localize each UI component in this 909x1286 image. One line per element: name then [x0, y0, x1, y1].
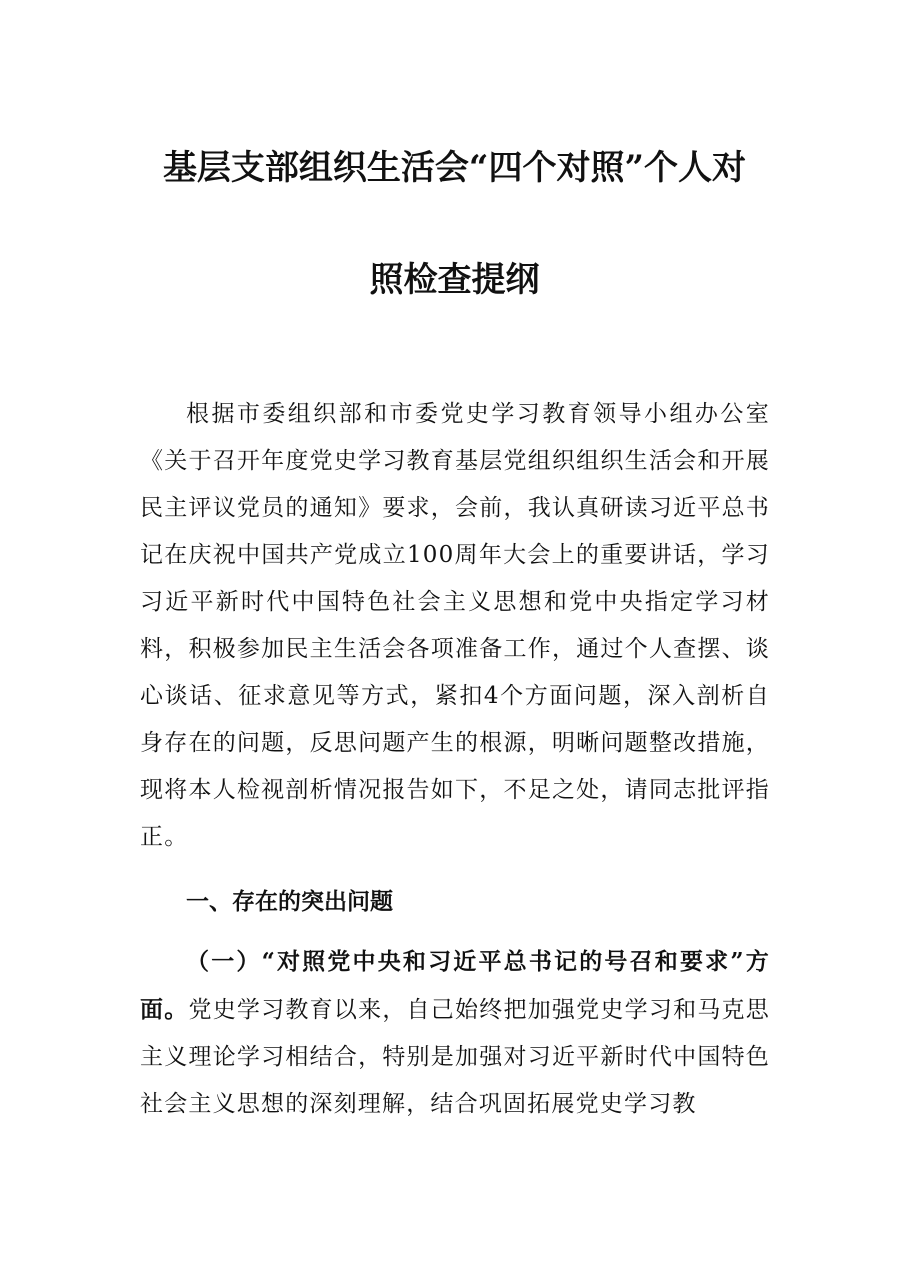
subsection-text: 党史学习教育以来，自己始终把加强党史学习和马克思主义理论学习相结合，特别是加强对习近平新时代中国特色社会主义思想的深刻理解，结合巩固拓展党史学习教: [140, 997, 770, 1117]
intro-paragraph: 根据市委组织部和市委党史学习教育领导小组办公室《关于召开年度党史学习教育基层党组织组织生活会和开展民主评议党员的通知》要求，会前，我认真研读习近平总书记在庆祝中国共产党成立100周年大会上的重要讲话，学习习近平新时代中国特色社会主义思想和党中央指定学习材料，积极参加民主生活会各项准备工作，通过个人查摆、谈心谈话、征求意见等方式，紧扣4个方面问题，深入剖析自身存在的问题，反思问题产生的根源，明晰问题整改措施，现将本人检视剖析情况报告如下，不足之处，请同志批评指正。: [140, 401, 770, 850]
subsection-paragraph: [140, 938, 770, 1128]
document-title-line-2: 照检查提纲: [369, 260, 540, 300]
document-title-line-1: 基层支部组织生活会“四个对照”个人对: [162, 148, 747, 188]
section-heading: 一、存在的突出问题: [186, 888, 393, 915]
subsection-lead: （一）“对照党中央和习近平总书记的号召和要求”方面。: [140, 948, 770, 1023]
